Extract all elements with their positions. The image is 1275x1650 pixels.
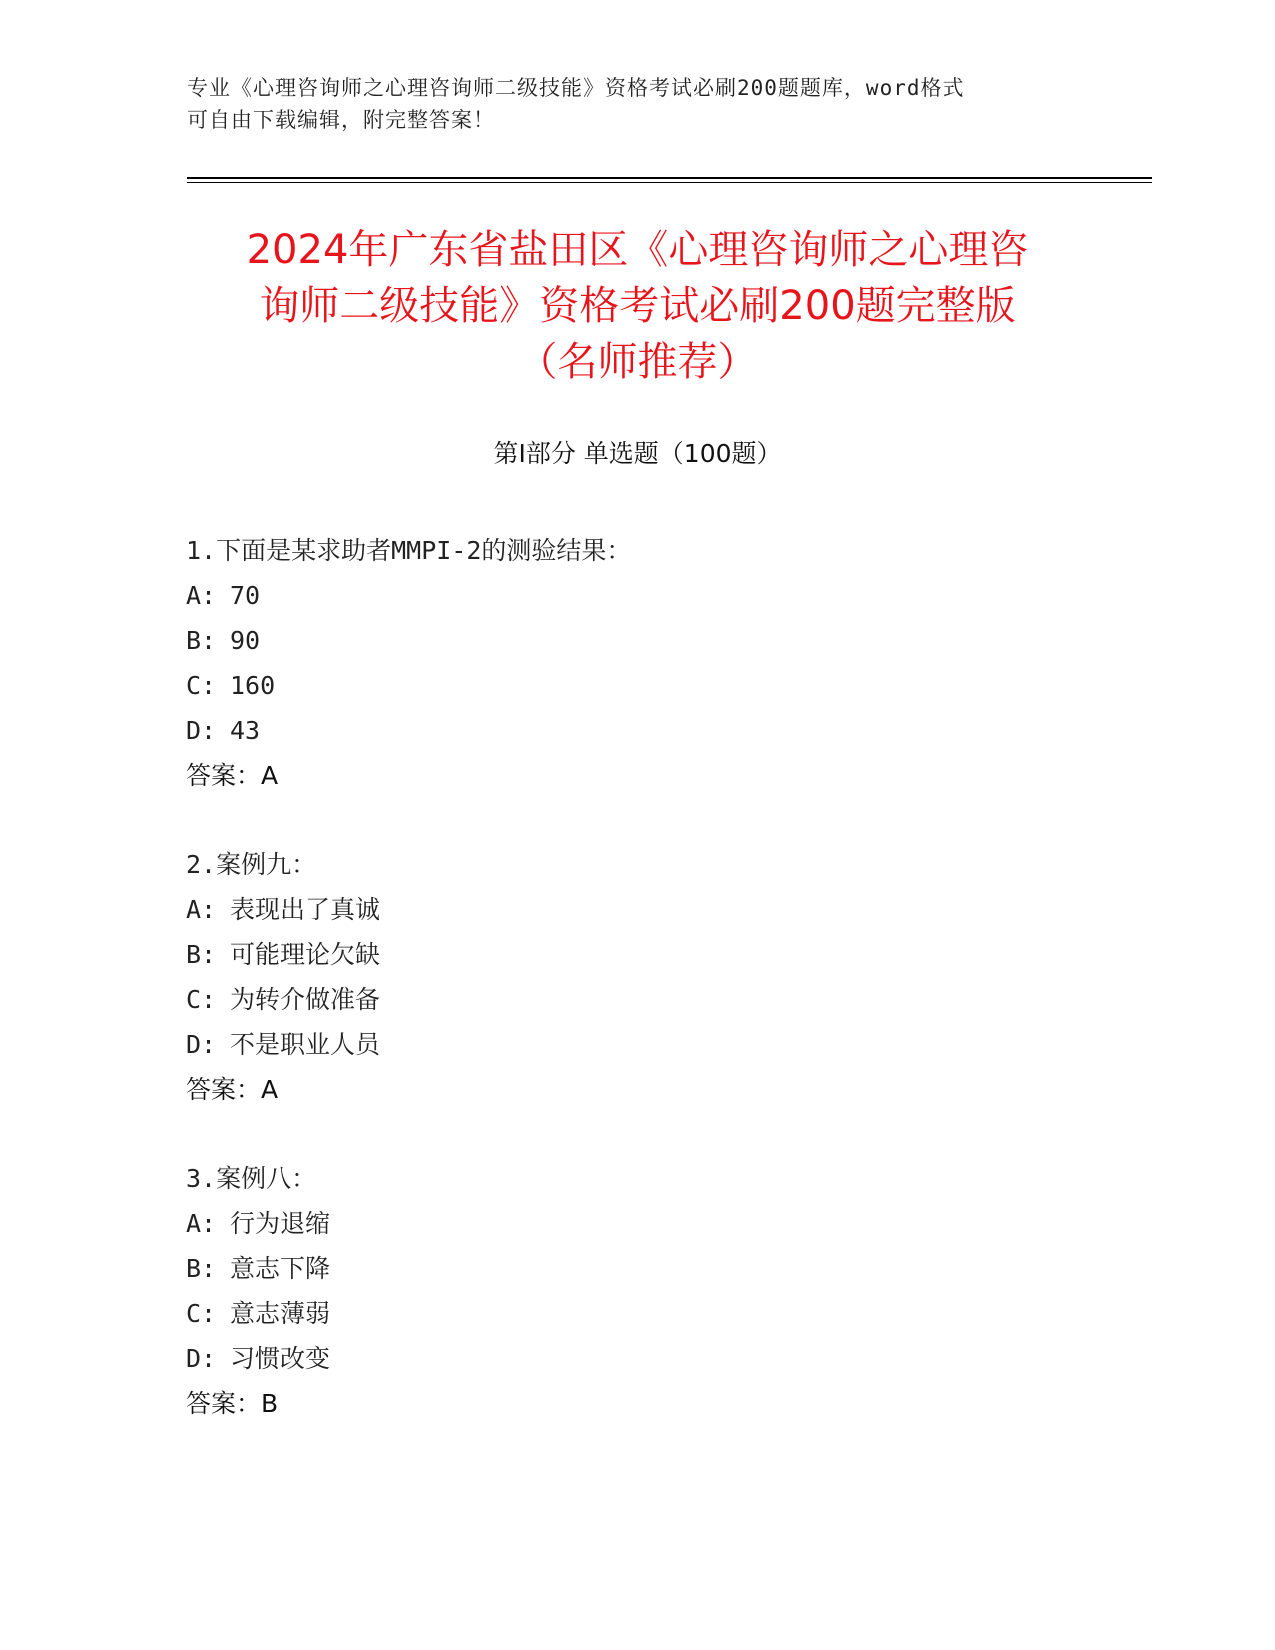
question-stem: 3.案例八： — [186, 1164, 317, 1193]
answer-line: 答案：A — [186, 761, 279, 790]
option-text: 表现出了真诚 — [230, 895, 381, 924]
header-rule-thick — [187, 177, 1152, 179]
question-list — [186, 528, 1086, 1470]
option-text: 意志下降 — [230, 1254, 331, 1283]
option-key: B: — [186, 626, 217, 655]
header-note-line-2: 可自由下载编辑，附完整答案！ — [187, 108, 495, 132]
option-key: D: — [186, 716, 217, 745]
option-c — [186, 1291, 1086, 1336]
option-a — [186, 573, 1086, 618]
header-note-line-1: 专业《心理咨询师之心理咨询师二级技能》资格考试必刷200题题库，word格式 — [187, 76, 965, 100]
option-key: C: — [186, 985, 217, 1014]
option-c — [186, 663, 1086, 708]
option-a — [186, 1201, 1086, 1246]
question-stem: 1.下面是某求助者MMPI-2的测验结果： — [186, 536, 632, 565]
option-c — [186, 977, 1086, 1022]
option-text: 160 — [230, 671, 276, 700]
option-d — [186, 1022, 1086, 1067]
option-a — [186, 887, 1086, 932]
document-title-line-2: 询师二级技能》资格考试必刷200题完整版 — [259, 283, 1016, 329]
option-b — [186, 1246, 1086, 1291]
document-title — [150, 222, 1125, 390]
option-text: 行为退缩 — [230, 1209, 331, 1238]
option-key: B: — [186, 1254, 217, 1283]
option-text: 可能理论欠缺 — [230, 940, 381, 969]
option-text: 不是职业人员 — [230, 1030, 381, 1059]
option-text: 43 — [230, 716, 261, 745]
header-rule-thin — [187, 182, 1152, 183]
option-text: 为转介做准备 — [230, 985, 381, 1014]
option-d — [186, 708, 1086, 753]
option-text: 90 — [230, 626, 261, 655]
option-key: A: — [186, 895, 217, 924]
option-text: 意志薄弱 — [230, 1299, 331, 1328]
option-key: C: — [186, 671, 217, 700]
answer-line: 答案：A — [186, 1075, 279, 1104]
question-1 — [186, 528, 1086, 798]
document-title-line-1: 2024年广东省盐田区《心理咨询师之心理咨 — [246, 227, 1029, 273]
option-key: B: — [186, 940, 217, 969]
option-key: A: — [186, 1209, 217, 1238]
option-text: 70 — [230, 581, 261, 610]
option-d — [186, 1336, 1086, 1381]
option-key: A: — [186, 581, 217, 610]
option-b — [186, 618, 1086, 663]
option-text: 习惯改变 — [230, 1344, 331, 1373]
answer-line: 答案：B — [186, 1389, 279, 1418]
question-2 — [186, 842, 1086, 1112]
question-stem: 2.案例九： — [186, 850, 317, 879]
option-key: D: — [186, 1344, 217, 1373]
option-key: D: — [186, 1030, 217, 1059]
section-heading: 第Ⅰ部分 单选题（100题） — [493, 439, 782, 468]
header-note — [187, 72, 1087, 136]
document-title-line-3: （名师推荐） — [517, 339, 758, 385]
option-key: C: — [186, 1299, 217, 1328]
option-b — [186, 932, 1086, 977]
question-3 — [186, 1156, 1086, 1426]
